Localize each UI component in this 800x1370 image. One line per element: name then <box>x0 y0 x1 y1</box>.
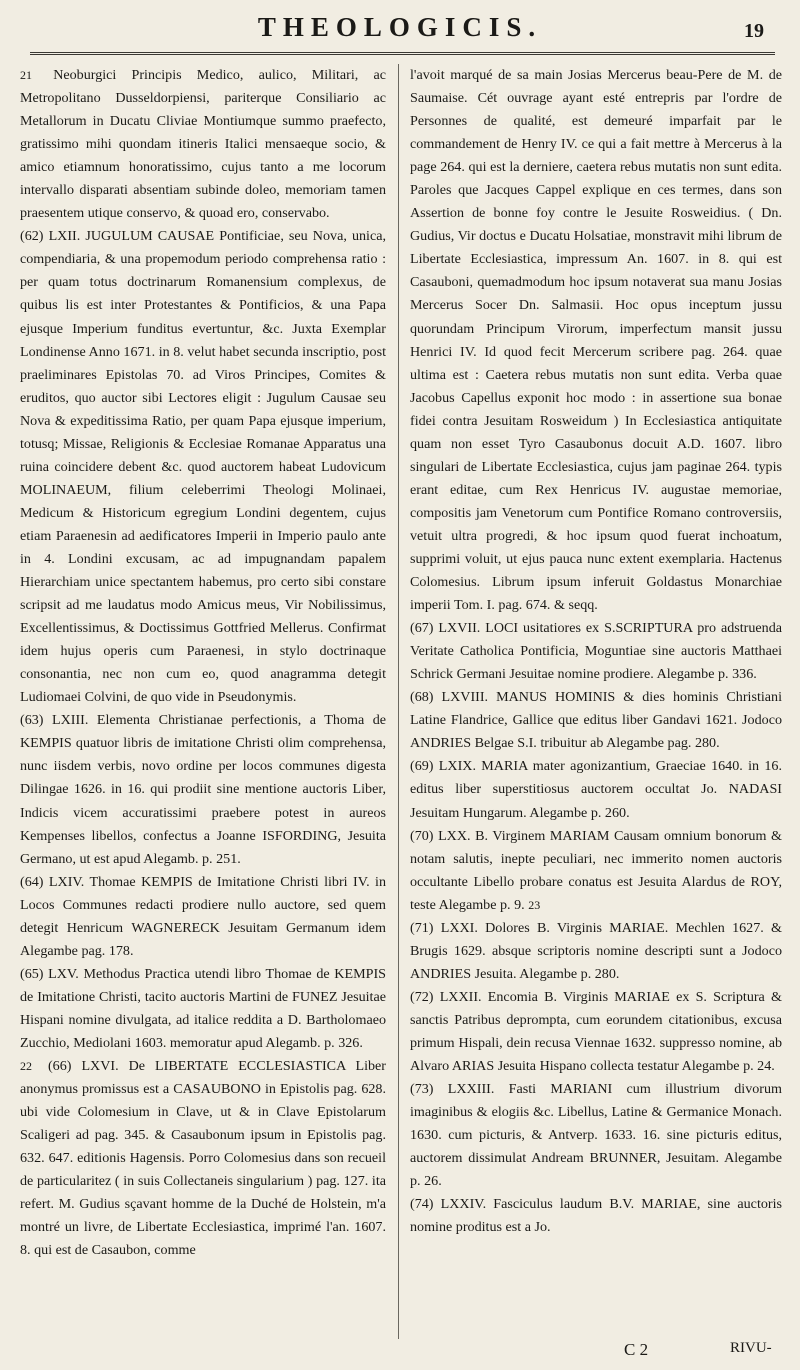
paragraph-1: 21 Neoburgici Principis Medico, aulico, Militari, ac Metropolitano Dusseldorpiensi, pariterque Consiliario ac Metallorum in Ducatu Cliviae Montiumque summo praefecto, gratissimo mihi quondam itineris Italici mensaeque socio, & amico etiamnum honoratissimo, cujus tanto a me locorum intervallo disparati absentiam subinde doleo, memoriam tamen praesentem utique conservo, & quoad ero, conservabo. <box>20 64 386 225</box>
catchword: RIVU- <box>730 1340 772 1356</box>
paragraph-65: (65) LXV. Methodus Practica utendi libro Thomae de KEMPIS de Imitatione Christi, tacito auctoris Martini de FUNEZ Jesuitae Hispani nomine divulgata, ad italice reddita a D. Bartholomaeo Zucchio, Mediolani 1603. memoratur apud Alegamb. p. 326. <box>20 965 386 1051</box>
line-number: 22 <box>20 1059 32 1074</box>
paragraph-74: (74) LXXIV. Fasciculus laudum B.V. MARIAE, sine auctoris nomine proditus est a Jo. <box>410 1196 782 1236</box>
paragraph-73: (73) LXXIII. Fasti MARIANI cum illustrium divorum imaginibus & elogiis &c. Libellus, Latine & Germanice Monach. 1630. cum picturis, & Antverp. 1633. 16. sine picturis editus, auctorem dissimulat Andream BRUNNER, Jesuitam. Alegambe p. 26. <box>410 1081 782 1190</box>
paragraph-continuation: l'avoit marqué de sa main Josias Mercerus beau-Pere de M. de Saumaise. Cét ouvrage ayant esté entrepris par l'ordre de Personnes de qualité, est demeuré imparfait par le commandement de Henry IV. ce qui a fait mettre à Mercerus à la page 264. qui est la derniere, caetera rebus mutatis non sunt edita. Paroles que Jacques Cappel explique en ces termes, dans son Assertion de bonne foy contre le Jesuite Rosweidius. ( Dn. Gudius, Vir doctus e Ducatu Holsatiae, monstravit mihi librum de Libertate Ecclesiastica, impressum An. 1607. in 8. qui est Casauboni, quemadmodum hoc ipsum notaverat sua manu Josias Mercerus Socer Dn. Salmasii. Hoc opus inceptum jussu quorundam Principum Virorum, imperfectum mansit jussu Henrici IV. Id quod fecit Mercerum scribere pag. 264. quae ultima est : Caetera rebus mutatis non sunt edita. Verba quae Jacobus Capellus exponit hoc modo : in assertione sua bonae fidei contra Jesuitam Rosweidum ) In Ecclesiastica antiquitate quam non esset Tyro Casaubonus docuit A.D. 1607. libro singulari de Libertate Ecclesiastica, cujus jam paginae 264. typis erant editae, cum Rex Henricus IV. augustae memoriae, compositis jam Venetorum cum Pontifice Romano controversiis, vetuit ultra progredi, & hoc ipsum quod fuerat inchoatum, supprimi voluit, ut ejus pauca nunc extent exemplaria. Hactenus Colomesius. Librum ipsum inferuit Goldastus Monarchiae imperii Tom. I. pag. 674. & seqq. <box>410 67 782 614</box>
paragraph-62: (62) LXII. JUGULUM CAUSAE Pontificiae, seu Nova, unica, compendiaria, & una propemodum periodo comprehensa ratio : per quam totus doctrinarum Romanensium complexus, de quibus lis est inter Protestantes & Pontificios, & una Papa ejusque Imperium funditus evertuntur, &c. Juxta Exemplar Londinense Anno 1671. in 8. velut habet secunda inscriptio, post praeliminares Epistolas 70. ad Viros Principes, Comites & eruditos, quo auctor sibi Lectores eligit : Jugulum Causae seu Nova & expeditissima Ratio, per quam Papa ejusque imperium, totusq; Missae, Religionis & Ecclesiae Romanae Apparatus una ruina coincidere debent &c. quod auctorem habeat Ludovicum MOLINAEUM, filium celeberrimi Theologi Molinaei, Medicum & Historicum egregium Londini degentem, cujus etiam Paraenesin ad aedificatores Imperii in Imperio paulo ante in 4. Londini excusam, ac ad impugnandam papalem Hierarchiam unice spectantem habemus, pro certo sibi constare scripsit ad me laudatus modo Amicus meus, Vir Nobilissimus, Excellentissimus, & Doctissimus Gottfried Mellerus. Confirmat idem hujus operis cum Paraenesi, in stylo doctrinaque consonantia, nec non cum eo, quod anagramma detegit Ludiomaei Colvini, de quo vide in Pseudonymis. <box>20 228 386 706</box>
column-divider <box>398 64 399 1339</box>
header-rule <box>30 52 775 55</box>
left-column <box>20 64 386 1262</box>
paragraph-70: (70) LXX. B. Virginem MARIAM Causam omnium bonorum & notam salutis, inepte peculiari, nec immerito nomen auctoris occultante Libello probare conatus est Jesuita Alardus de ROY, teste Alegambe p. 9. 23 <box>410 825 782 917</box>
page-number: 19 <box>744 20 764 42</box>
paragraph-72: (72) LXXII. Encomia B. Virginis MARIAE ex S. Scriptura & sanctis Patribus deprompta, cum eorundem citationibus, excusa primum Hispali, dein recusa Viennae 1632. suppresso nomine, ab Alvaro ARIAS Jesuita Hispano collecta testatur Alegambe p. 24. <box>410 988 782 1075</box>
line-number: 23 <box>528 897 541 912</box>
paragraph-71: (71) LXXI. Dolores B. Virginis MARIAE. Mechlen 1627. & Brugis 1629. absque scriptoris nomine descripti sunt a Jodoco ANDRIES Jesuita. Alegambe p. 280. <box>410 919 782 982</box>
running-title: THEOLOGICIS. <box>257 12 543 42</box>
signature-mark: C 2 <box>624 1340 649 1359</box>
line-number: 21 <box>20 68 32 82</box>
paragraph-64: (64) LXIV. Thomae KEMPIS de Imitatione Christi libri IV. in Locos Communes redacti prodiere nullo auctore, sed quem detegit Henricum WAGNERECK Jesuitam Germanum idem Alegambe pag. 178. <box>20 873 386 959</box>
paragraph-68: (68) LXVIII. MANUS HOMINIS & dies hominis Christiani Latine Flandrice, Gallice que editus liber Gandavi 1621. Jodoco ANDRIES Belgae S.I. tribuitur ab Alegambe pag. 280. <box>410 689 782 752</box>
paragraph-63: (63) LXIII. Elementa Christianae perfectionis, a Thoma de KEMPIS quatuor libris de imitatione Christi olim comprehensa, nunc iisdem verbis, novo ordine per locos communes digesta Dilingae 1626. in 16. qui prodiit sine mentione auctoris Liber, Indicis vicem accuratissimi praebere potest in aureos Kempenses libellos, confectus a Joanne ISFORDING, Jesuita Germano, ut est apud Alegamb. p. 251. <box>20 712 386 867</box>
paragraph-69: (69) LXIX. MARIA mater agonizantium, Graeciae 1640. in 16. editus liber superstitiosus auctorem occultat Jo. NADASI Jesuitam Hungarum. Alegambe p. 260. <box>410 758 782 821</box>
paragraph-66: 22 (66) LXVI. De LIBERTATE ECCLESIASTICA Liber anonymus promissus est a CASAUBONO in Epistolis pag. 628. ubi vide Colomesium in Clave, ut & in Clave Epistolarum Scaligeri ad pag. 345. & Casaubonum ipsum in Epistolis pag. 632. 647. editionis Hagensis. Porro Colomesius dans son recueil de particularitez ( in suis Collectaneis singularium ) pag. 127. ita refert. M. Gudius sçavant homme de la Duché de Holstein, m'a montré un livre, de Libertate Ecclesiastica, imprimé l'an. 1607. 8. qui est de Casaubon, comme <box>20 1055 386 1262</box>
paragraph-67: (67) LXVII. LOCI usitatiores ex S.SCRIPTURA pro adstruenda Veritate Catholica Pontificia, Moguntiae sine auctoris Matthaei Schrick Germani Jesuitae nomine prodiere. Alegambe p. 336. <box>410 620 782 683</box>
right-column <box>410 64 782 1239</box>
